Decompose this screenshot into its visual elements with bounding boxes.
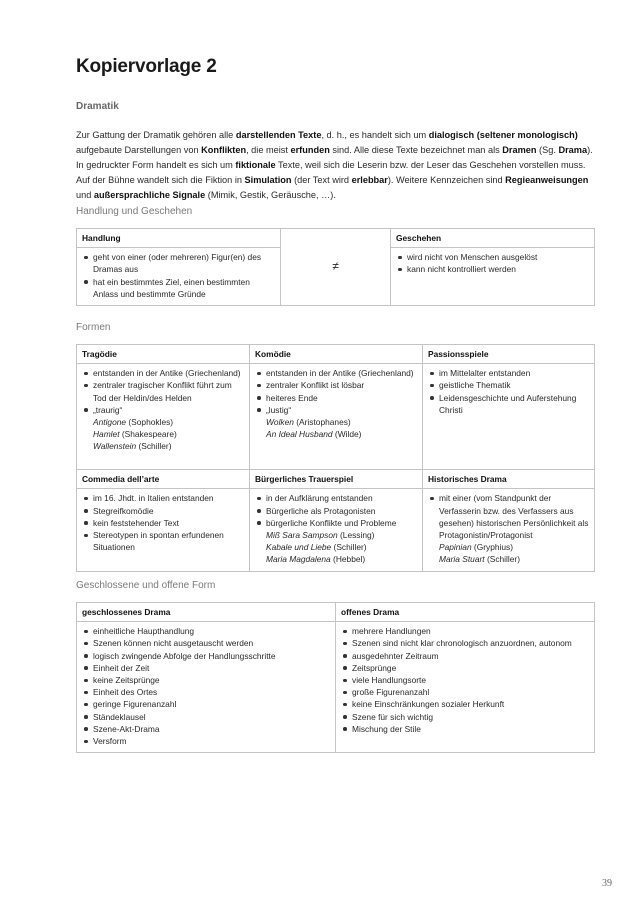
example-author: (Schiller) — [331, 542, 367, 553]
formen-header-4: Bürgerliches Trauerspiel — [250, 470, 423, 489]
intro-keyword: Regieanweisungen — [505, 175, 589, 185]
example-work — [82, 428, 244, 440]
example-title: Maria Stuart — [439, 554, 485, 565]
intro-keyword: erlebbar — [351, 175, 388, 185]
example-work — [255, 428, 417, 440]
section-title-form: Geschlossene und offene Form — [76, 580, 216, 591]
intro-paragraph — [76, 128, 596, 203]
list-item: einheitliche Haupthandlung — [82, 625, 330, 637]
example-author: (Hebbel) — [330, 554, 366, 565]
list-item: „lustig“ — [255, 404, 417, 416]
intro-keyword: darstellenden Texte — [235, 130, 322, 140]
page-number: 39 — [602, 878, 612, 889]
intro-keyword: dialogisch (seltener monologisch) — [428, 130, 578, 140]
formen-header-0: Tragödie — [77, 345, 250, 364]
formen-header-5: Historisches Drama — [423, 470, 595, 489]
list-item: Stereotypen in spontan erfundenen Situationen — [82, 529, 244, 553]
intro-text: (Mimik, Gestik, Geräusche, …). — [205, 190, 336, 200]
example-work — [82, 440, 244, 452]
list-item: „traurig“ — [82, 404, 244, 416]
list-item: Ständeklausel — [82, 711, 330, 723]
example-author: (Schiller) — [484, 554, 520, 565]
formen-list — [428, 367, 589, 416]
list-item: entstanden in der Antike (Griechenland) — [82, 367, 244, 379]
example-author: (Sophokles) — [126, 417, 174, 428]
intro-text: ). In gedruckter Form handelt es sich um — [76, 145, 593, 170]
intro-text: Texte, weil sich die Leserin bzw. der Leser das Geschehen vorstellen muss. Auf der Bühne wandelt sich die Fiktion in — [76, 160, 586, 185]
formen-header-1: Komödie — [250, 345, 423, 364]
intro-text: (der Text wird — [291, 175, 352, 185]
list-item: Szene-Akt-Drama — [82, 723, 330, 735]
list-item: keine Einschränkungen sozialer Herkunft — [341, 698, 589, 710]
offenes-drama-list — [341, 625, 589, 735]
handlung-header: Handlung — [77, 229, 281, 248]
example-work — [255, 541, 417, 553]
handlung-list — [82, 251, 275, 300]
list-item: geringe Figurenanzahl — [82, 698, 330, 710]
example-title: Wallenstein — [93, 441, 137, 452]
list-item: in der Aufklärung entstanden — [255, 492, 417, 504]
list-item: Szene für sich wichtig — [341, 711, 589, 723]
intro-keyword: Drama — [558, 145, 588, 155]
formen-list — [82, 367, 244, 416]
intro-text: , die meist — [246, 145, 291, 155]
section-title-formen: Formen — [76, 322, 111, 333]
list-item: heiteres Ende — [255, 392, 417, 404]
list-item: Mischung der Stile — [341, 723, 589, 735]
intro-text: sind. Alle diese Texte bezeichnet man als — [329, 145, 503, 155]
list-item: im Mittelalter entstanden — [428, 367, 589, 379]
list-item: Einheit der Zeit — [82, 662, 330, 674]
intro-keyword: Dramen — [502, 145, 537, 155]
formen-list — [255, 492, 417, 529]
example-title: Kabale und Liebe — [266, 542, 332, 553]
list-item: kann nicht kontrolliert werden — [396, 263, 589, 275]
list-item: zentraler tragischer Konflikt führt zum Tod der Heldin/des Helden — [82, 379, 244, 403]
not-equal-symbol: ≠ — [281, 229, 391, 306]
list-item: Stegreifkomödie — [82, 505, 244, 517]
form-table — [76, 602, 595, 753]
example-work — [255, 553, 417, 565]
example-author: (Wilde) — [332, 429, 362, 440]
list-item: kein feststehender Text — [82, 517, 244, 529]
list-item: bürgerliche Konflikte und Probleme — [255, 517, 417, 529]
list-item: Zeitsprünge — [341, 662, 589, 674]
geschehen-list — [396, 251, 589, 275]
formen-cell-buergerliches-trauerspiel — [250, 489, 423, 571]
intro-text: und — [76, 190, 94, 200]
intro-keyword: fiktionale — [235, 160, 276, 170]
intro-text: Zur Gattung der Dramatik gehören alle — [76, 130, 236, 140]
list-item: geht von einer (oder mehreren) Figur(en) des Dramas aus — [82, 251, 275, 275]
list-item: keine Zeitsprünge — [82, 674, 330, 686]
example-author: (Aristophanes) — [293, 417, 351, 428]
intro-text: ). Weitere Kennzeichen sind — [387, 175, 506, 185]
intro-text: (Sg. — [536, 145, 559, 155]
formen-list — [82, 492, 244, 553]
geschlossenes-drama-header: geschlossenes Drama — [77, 603, 336, 622]
example-title: Miß Sara Sampson — [266, 530, 338, 541]
intro-keyword: außersprachliche Signale — [93, 190, 206, 200]
list-item: mit einer (vom Standpunkt der Verfasserin bzw. des Verfassers aus gesehen) historischen Persönlichkeit als Protagonistin/Protagonist — [428, 492, 589, 541]
intro-keyword: erfunden — [290, 145, 330, 155]
list-item: Szenen können nicht ausgetauscht werden — [82, 637, 330, 649]
list-item: mehrere Handlungen — [341, 625, 589, 637]
formen-list — [428, 492, 589, 541]
example-title: Hamlet — [93, 429, 120, 440]
formen-list — [255, 367, 417, 416]
example-work — [255, 416, 417, 428]
list-item: hat ein bestimmtes Ziel, einen bestimmten Anlass und bestimmte Gründe — [82, 276, 275, 300]
formen-cell-commedia — [77, 489, 250, 571]
list-item: Versform — [82, 735, 330, 747]
example-author: (Lessing) — [337, 530, 375, 541]
intro-text: aufgebaute Darstellungen von — [76, 145, 202, 155]
section-heading-dramatik: Dramatik — [76, 101, 119, 112]
list-item: Einheit des Ortes — [82, 686, 330, 698]
example-title: Papinian — [439, 542, 472, 553]
example-title: Antigone — [93, 417, 127, 428]
example-title: Wolken — [266, 417, 294, 428]
list-item: ausgedehnter Zeitraum — [341, 650, 589, 662]
list-item: viele Handlungsorte — [341, 674, 589, 686]
formen-table — [76, 344, 595, 572]
intro-text: , d. h., es handelt sich um — [321, 130, 429, 140]
geschlossenes-drama-list — [82, 625, 330, 747]
example-title: An Ideal Husband — [266, 429, 333, 440]
list-item: geistliche Thematik — [428, 379, 589, 391]
formen-cell-tragoedie — [77, 364, 250, 470]
example-work — [428, 541, 589, 553]
formen-cell-passionsspiele — [423, 364, 595, 470]
example-work — [428, 553, 589, 565]
formen-header-3: Commedia dell’arte — [77, 470, 250, 489]
list-item: Leidensgeschichte und Auferstehung Christi — [428, 392, 589, 416]
section-title-handlung: Handlung und Geschehen — [76, 206, 193, 217]
list-item: entstanden in der Antike (Griechenland) — [255, 367, 417, 379]
example-work — [82, 416, 244, 428]
list-item: logisch zwingende Abfolge der Handlungsschritte — [82, 650, 330, 662]
formen-cell-komoedie — [250, 364, 423, 470]
list-item: Bürgerliche als Protagonisten — [255, 505, 417, 517]
formen-cell-historisches-drama — [423, 489, 595, 571]
list-item: große Figurenanzahl — [341, 686, 589, 698]
offenes-drama-header: offenes Drama — [336, 603, 595, 622]
example-author: (Shakespeare) — [119, 429, 177, 440]
list-item: Szenen sind nicht klar chronologisch anzuordnen, autonom — [341, 637, 589, 649]
page-title: Kopiervorlage 2 — [76, 56, 217, 77]
geschehen-header: Geschehen — [391, 229, 595, 248]
list-item: zentraler Konflikt ist lösbar — [255, 379, 417, 391]
formen-header-2: Passionsspiele — [423, 345, 595, 364]
example-work — [255, 529, 417, 541]
list-item: wird nicht von Menschen ausgelöst — [396, 251, 589, 263]
example-author: (Schiller) — [136, 441, 172, 452]
example-title: Maria Magdalena — [266, 554, 331, 565]
intro-keyword: Simulation — [244, 175, 292, 185]
list-item: im 16. Jhdt. in Italien entstanden — [82, 492, 244, 504]
handlung-table — [76, 228, 595, 306]
intro-keyword: Konflikten — [201, 145, 247, 155]
example-author: (Gryphius) — [471, 542, 514, 553]
